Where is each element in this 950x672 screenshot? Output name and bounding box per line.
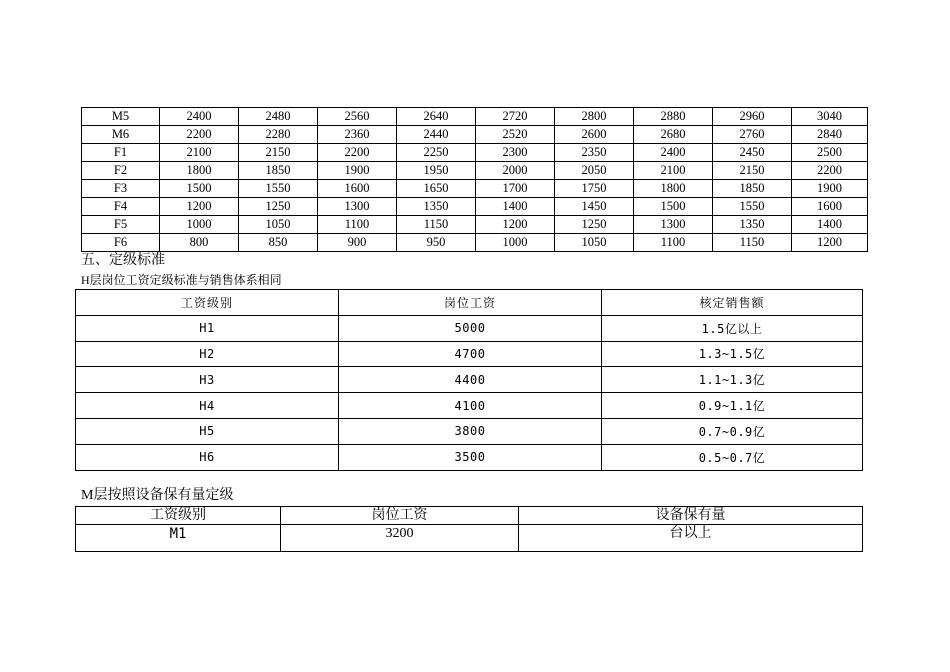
grade-cell: H3 [76,367,339,393]
table-row [76,444,863,470]
salary-cell: 1200 [792,234,868,252]
salary-cell: 2640 [397,108,476,126]
grade-cell: M6 [82,126,160,144]
salary-cell: 2600 [555,126,634,144]
salary-cell: 2840 [792,126,868,144]
salary-cell: 1800 [160,162,239,180]
sales-cell: 0.7~0.9亿 [602,418,863,444]
salary-cell: 2400 [160,108,239,126]
grade-cell: H4 [76,393,339,419]
salary-cell: 1150 [397,216,476,234]
salary-cell: 2360 [318,126,397,144]
salary-cell: 1300 [318,198,397,216]
grade-cell: F6 [82,234,160,252]
salary-cell: 2100 [160,144,239,162]
grade-cell: F3 [82,180,160,198]
salary-cell: 2280 [239,126,318,144]
salary-cell: 2760 [713,126,792,144]
salary-cell: 1000 [160,216,239,234]
table-row [76,341,863,367]
salary-cell: 1350 [397,198,476,216]
salary-cell: 1550 [239,180,318,198]
salary-cell: 2800 [555,108,634,126]
salary-cell: 4700 [339,341,602,367]
salary-cell: 2200 [318,144,397,162]
table-header-row [76,507,863,525]
salary-cell: 2000 [476,162,555,180]
salary-cell: 2250 [397,144,476,162]
grade-salary-table [81,107,868,252]
salary-cell: 1750 [555,180,634,198]
table-row [82,216,868,234]
salary-cell: 2350 [555,144,634,162]
table-row [82,198,868,216]
column-header: 岗位工资 [339,290,602,316]
salary-cell: 1100 [634,234,713,252]
salary-cell: 2150 [239,144,318,162]
salary-cell: 2450 [713,144,792,162]
salary-cell: 1350 [713,216,792,234]
grade-cell: M5 [82,108,160,126]
sales-cell: 0.5~0.7亿 [602,444,863,470]
salary-cell: 1400 [476,198,555,216]
sales-cell: 1.3~1.5亿 [602,341,863,367]
grade-cell: F2 [82,162,160,180]
salary-cell: 900 [318,234,397,252]
salary-cell: 1250 [239,198,318,216]
salary-cell: 1000 [476,234,555,252]
table-row [82,126,868,144]
salary-cell: 4100 [339,393,602,419]
grade-cell: H6 [76,444,339,470]
table-row [76,393,863,419]
table-row [76,418,863,444]
salary-cell: 800 [160,234,239,252]
sales-cell: 0.9~1.1亿 [602,393,863,419]
salary-cell: 2560 [318,108,397,126]
salary-cell: 2720 [476,108,555,126]
column-header: 设备保有量 [519,507,863,525]
salary-cell: 2680 [634,126,713,144]
salary-cell: 2400 [634,144,713,162]
salary-cell: 1850 [713,180,792,198]
section-heading: 五、定级标准 [81,253,165,268]
salary-cell: 1500 [160,180,239,198]
salary-cell: 1200 [160,198,239,216]
salary-cell: 1800 [634,180,713,198]
table-row [82,108,868,126]
section-subheading: H层岗位工资定级标准与销售体系相同 [81,273,282,287]
salary-cell: 850 [239,234,318,252]
salary-cell: 2500 [792,144,868,162]
m-level-salary-table [75,506,863,552]
equipment-cell: 台以上 [519,525,863,552]
salary-cell: 1300 [634,216,713,234]
salary-cell: 2480 [239,108,318,126]
column-header: 工资级别 [76,507,281,525]
table-row [82,180,868,198]
salary-cell: 2960 [713,108,792,126]
grade-cell: F5 [82,216,160,234]
salary-cell: 2150 [713,162,792,180]
salary-cell: 1050 [555,234,634,252]
h-level-salary-table [75,289,863,471]
salary-cell: 1450 [555,198,634,216]
table-row [82,234,868,252]
salary-cell: 2300 [476,144,555,162]
table-row [76,367,863,393]
column-header: 核定销售额 [602,290,863,316]
table-row [82,144,868,162]
salary-cell: 1150 [713,234,792,252]
salary-cell: 1100 [318,216,397,234]
salary-cell: 4400 [339,367,602,393]
salary-cell: 2200 [792,162,868,180]
salary-cell: 3200 [281,525,519,552]
grade-cell: M1 [76,525,281,552]
salary-cell: 1250 [555,216,634,234]
salary-cell: 3040 [792,108,868,126]
sales-cell: 1.5亿以上 [602,315,863,341]
salary-cell: 5000 [339,315,602,341]
salary-cell: 3500 [339,444,602,470]
salary-cell: 1400 [792,216,868,234]
salary-cell: 1050 [239,216,318,234]
salary-cell: 1550 [713,198,792,216]
salary-cell: 1500 [634,198,713,216]
salary-cell: 2050 [555,162,634,180]
salary-cell: 2520 [476,126,555,144]
salary-cell: 1650 [397,180,476,198]
column-header: 岗位工资 [281,507,519,525]
salary-cell: 1600 [792,198,868,216]
salary-cell: 1850 [239,162,318,180]
grade-cell: F4 [82,198,160,216]
table-row [76,315,863,341]
salary-cell: 1700 [476,180,555,198]
salary-cell: 3800 [339,418,602,444]
grade-cell: H5 [76,418,339,444]
table-row [82,162,868,180]
salary-cell: 1950 [397,162,476,180]
grade-cell: H2 [76,341,339,367]
grade-cell: H1 [76,315,339,341]
m-section-title: M层按照设备保有量定级 [81,488,234,503]
salary-cell: 2200 [160,126,239,144]
salary-cell: 2440 [397,126,476,144]
salary-cell: 2880 [634,108,713,126]
grade-cell: F1 [82,144,160,162]
sales-cell: 1.1~1.3亿 [602,367,863,393]
table-row [76,525,863,552]
salary-cell: 1600 [318,180,397,198]
column-header: 工资级别 [76,290,339,316]
table-header-row [76,290,863,316]
salary-cell: 2100 [634,162,713,180]
salary-cell: 1900 [792,180,868,198]
salary-cell: 950 [397,234,476,252]
salary-cell: 1200 [476,216,555,234]
salary-cell: 1900 [318,162,397,180]
